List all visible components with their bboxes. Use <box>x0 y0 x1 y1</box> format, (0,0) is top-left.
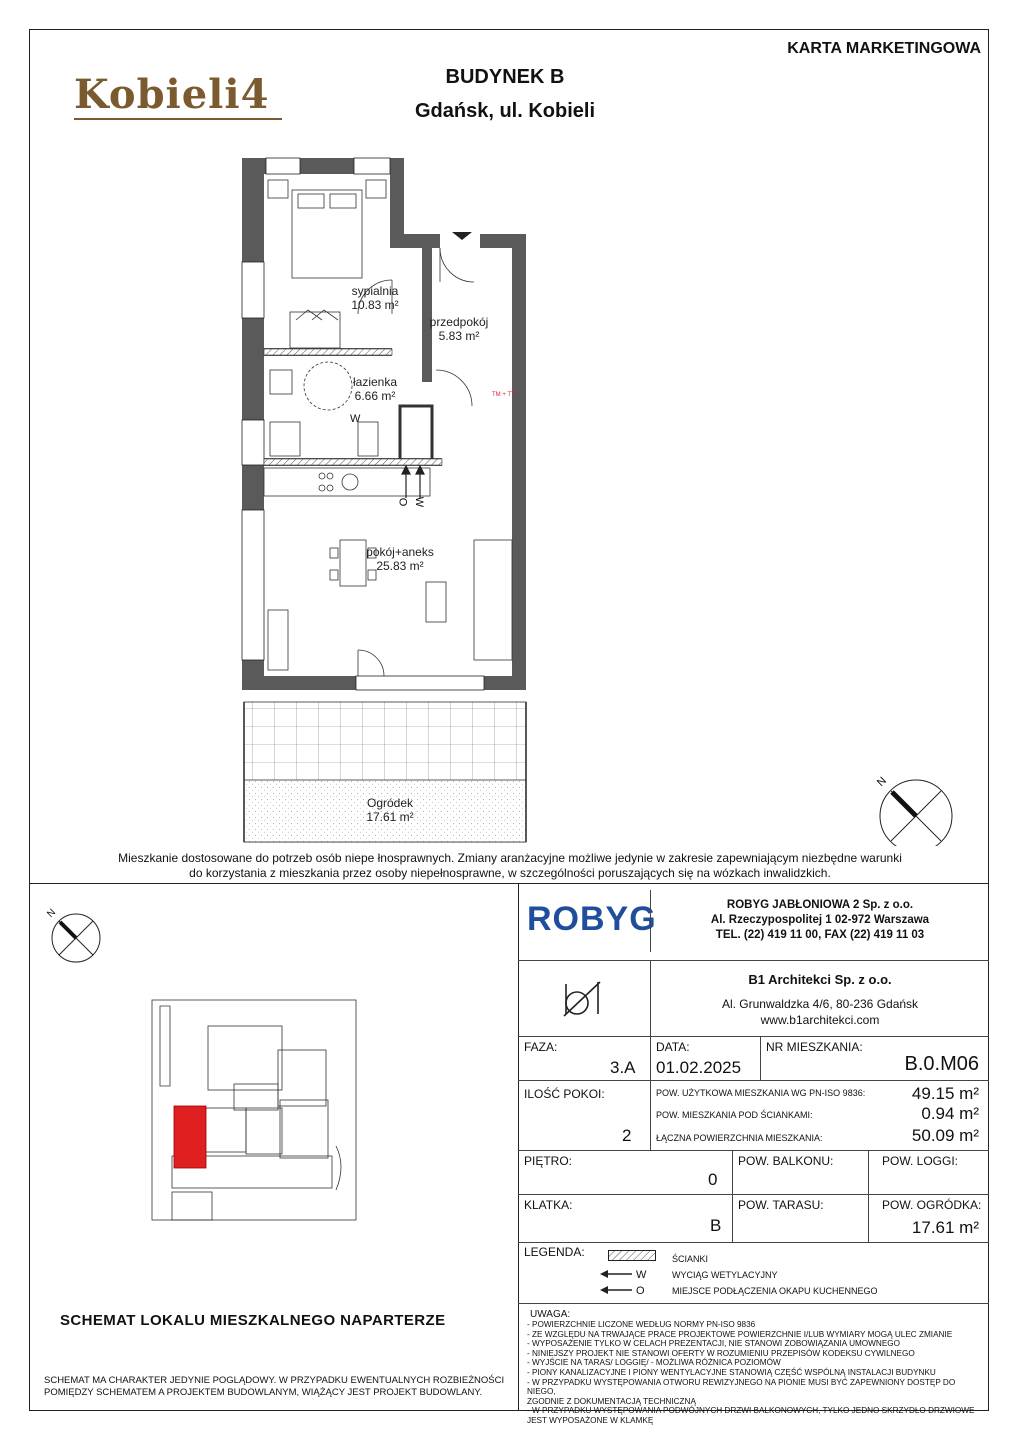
pokoje-value: 2 <box>622 1126 632 1145</box>
legend-symbol: W <box>636 1269 647 1281</box>
klatka-value: B <box>710 1216 722 1235</box>
legend-item: MIEJSCE PODŁĄCZENIA OKAPU KUCHENNEGO <box>672 1286 878 1296</box>
note-line: - WYJŚCIE NA TARAS/ LOGGIĘ/ - MOŻLIWA RÓŻNICA POZIOMÓW <box>527 1358 781 1368</box>
note-line: - W PRZYPADKU WYSTĘPOWANIA PODWÓJNYCH DRZWI BALKONOWYCH, TYLKO JEDNO SKRZYDŁO DRZWIOWE <box>527 1406 975 1416</box>
pow-scianki-label: POW. MIESZKANIA POD ŚCIANKAMI: <box>656 1110 813 1120</box>
note-line: - POWIERZCHNIE LICZONE WEDŁUG NORMY PN-ISO 9836 <box>527 1320 756 1329</box>
data-value: 01.02.2025 <box>656 1058 742 1077</box>
hood-label: O <box>396 497 409 507</box>
site-plan <box>150 996 360 1226</box>
kobieli-logo <box>74 70 286 126</box>
nr-value: B.0.M06 <box>904 1053 979 1075</box>
note-line: ZGODNIE Z DOKUMENTACJĄ TECHNICZNĄ <box>527 1396 696 1406</box>
compass-n: N <box>874 774 890 790</box>
schema-disclaimer: SCHEMAT MA CHARAKTER JEDYNIE POGLĄDOWY. W PRZYPADKU EWENTUALNYCH ROZBIEŻNOŚCI POMIĘDZY SCHEMATEM A PROJEKTEM BUDOWLANYM, WIĄŻĄCY JEST PROJEKT BUDOWLANY. <box>44 1375 505 1398</box>
schema-title: SCHEMAT LOKALU MIESZKALNEGO NAPARTERZE <box>60 1312 446 1329</box>
arrow-left-icon <box>600 1284 634 1296</box>
loggia-label: POW. LOGGI: <box>882 1154 959 1168</box>
pietro-label: PIĘTRO: <box>524 1154 573 1168</box>
legend-item: ŚCIANKI <box>672 1254 709 1264</box>
room-label: sypialnia 10.83 m² <box>351 284 399 312</box>
vent-label: W <box>350 413 361 425</box>
pow-uzytkowa-value: 49.15 m² <box>911 1084 979 1103</box>
robyg-logo: ROBYG <box>527 900 657 938</box>
logo-text: Kobieli4 <box>74 71 270 118</box>
room-label: pokój+aneks 25.83 m² <box>366 545 434 573</box>
architect-logo-icon <box>560 978 606 1018</box>
note-line: - PIONY KANALIZACYJNE I PIONY WENTYLACYJNE STANOWIĄ CZĘŚĆ WSPÓLNĄ INSTALACJI BUDYNKU <box>527 1367 936 1377</box>
architect-info: B1 Architekci Sp. z o.o. Al. Grunwaldzka 4/6, 80-236 Gdańsk www.b1architekci.com <box>721 972 919 1027</box>
vent-label: W <box>413 496 426 508</box>
arrow-left-icon <box>600 1268 634 1280</box>
note-line: - WYPOSAŻENIE TYLKO W CELACH PREZENTACJI, NIE STANOWI ZOBOWIĄZANIA UMOWNEGO <box>527 1339 901 1349</box>
notes-list <box>527 1320 982 1426</box>
pow-laczna-label: ŁĄCZNA POWIERZCHNIA MIESZKANIA: <box>656 1133 823 1143</box>
note-line: - NINIEJSZY PROJEKT NIE STANOWI OFERTY W ROZUMIENIU PRZEPISÓW KODEKSU CYWILNEGO <box>527 1348 915 1358</box>
pokoje-label: ILOŚĆ POKOI: <box>524 1087 605 1101</box>
card-type: KARTA MARKETINGOWA <box>787 40 981 57</box>
pow-laczna-value: 50.09 m² <box>911 1126 979 1145</box>
ogrodek-label: POW. OGRÓDKA: <box>882 1198 982 1212</box>
note-line: JEST WYPOSAŻONE W KLAMKĘ <box>527 1415 654 1425</box>
legend-item: WYCIĄG WETYLACYJNY <box>672 1270 778 1280</box>
compass-n: N <box>45 907 59 920</box>
faza-label: FAZA: <box>524 1040 558 1054</box>
note-line: - ZE WZGLĘDU NA TRWAJĄCE PRACE PROJEKTOWE POWIERZCHNIE I/LUB WYMIARY MOGĄ ULEC ZMIANIE <box>527 1329 953 1339</box>
room-label: przedpokój 5.83 m² <box>429 315 489 343</box>
faza-value: 3.A <box>610 1058 636 1077</box>
legend-symbol: O <box>636 1285 645 1297</box>
room-label: łazienka 6.66 m² <box>352 375 398 403</box>
tm-label: TM + TT <box>492 392 515 398</box>
balkon-label: POW. BALKONU: <box>738 1154 834 1168</box>
ogrodek-value: 17.61 m² <box>911 1218 979 1237</box>
room-label: Ogródek 17.61 m² <box>366 796 414 824</box>
data-label: DATA: <box>656 1040 690 1054</box>
notes-title: UWAGA: <box>530 1309 571 1320</box>
accessibility-note: Mieszkanie dostosowane do potrzeb osób niepe łnosprawnych. Zmiany aranżacyjne możliwe jedynie w zakresie zapewniającym niezbędne warunki do korzystania z mieszkania przez osoby niepełnosprawne, w szczególności poruszających się na wózkach inwalidzkich. <box>118 851 902 880</box>
developer-info: ROBYG JABŁONIOWA 2 Sp. z o.o. Al. Rzeczypospolitej 1 02-972 Warszawa TEL. (22) 419 11 00, FAX (22) 419 11 03 <box>710 899 930 941</box>
floor-plan <box>230 150 540 850</box>
legend-title: LEGENDA: <box>524 1245 585 1259</box>
pow-scianki-value: 0.94 m² <box>921 1104 979 1123</box>
nr-label: NR MIESZKANIA: <box>766 1040 863 1054</box>
wall-hatch-icon <box>608 1250 656 1262</box>
pietro-value: 0 <box>708 1170 718 1189</box>
note-line: - W PRZYPADKU WYSTĘPOWANIA OTWORU REWIZYJNEGO NA PIONIE MUSI BYĆ ZAPEWNIONY DOSTĘP DO NIEGO, <box>527 1377 956 1397</box>
building-address: Gdańsk, ul. Kobieli <box>414 100 596 122</box>
taras-label: POW. TARASU: <box>738 1198 824 1212</box>
klatka-label: KLATKA: <box>524 1198 573 1212</box>
pow-uzytkowa-label: POW. UŻYTKOWA MIESZKANIA WG PN-ISO 9836: <box>656 1088 866 1098</box>
building-name: BUDYNEK B <box>445 66 565 88</box>
